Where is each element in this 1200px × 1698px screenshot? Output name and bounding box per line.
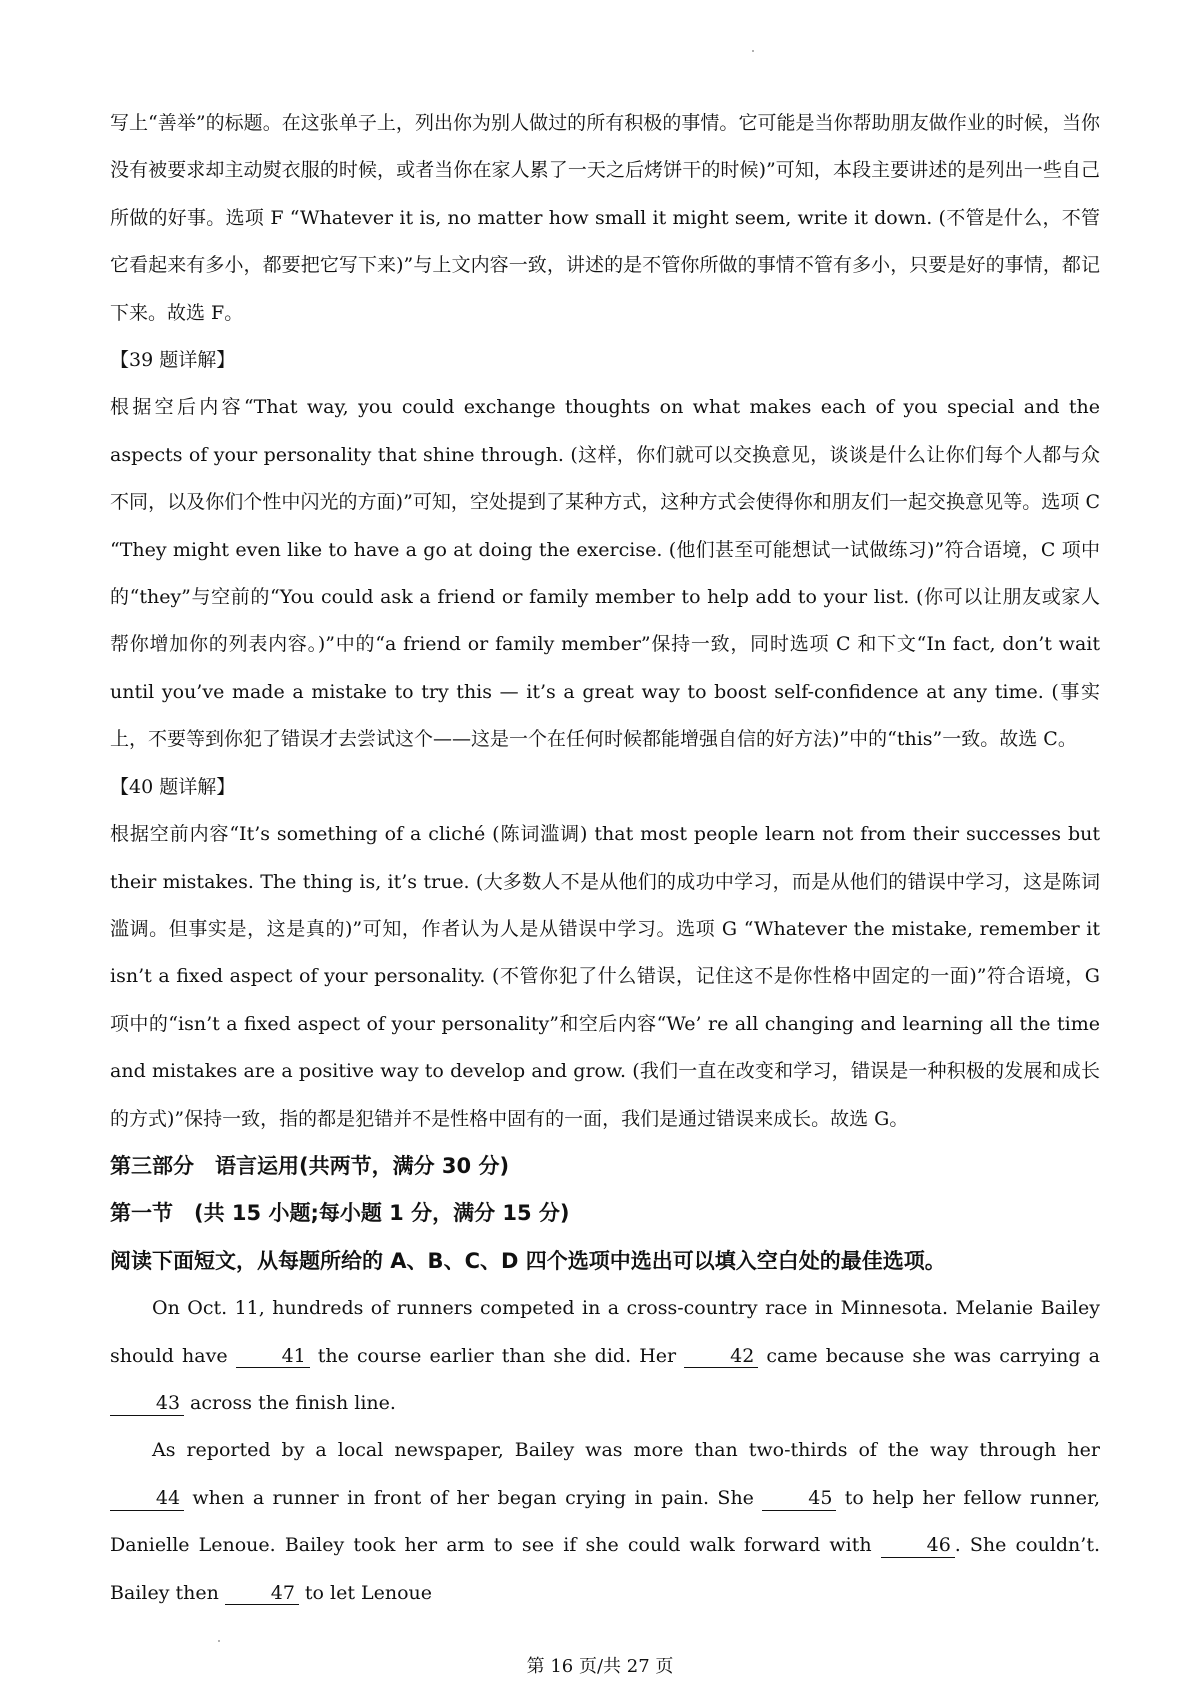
blank-47: 47 xyxy=(225,1583,299,1606)
q40-explanation: 根据空前内容“It’s something of a cliché (陈词滥调) that most people learn not from their successes but their mistakes. The thing is, it’s true. (大多数人不是从他们的成功中学习，而是从他们的错误中学习，这是陈词滥调。但事实是，这是真的)”可知，作者认为人是从错误中学习。选项 G “Whatever the mistake, remember it isn’t a fixed aspect of your personality. (不管你犯了什么错误，记住这不是你性格中固定的一面)”符合语境，G 项中的“isn’t a fixed aspect of your personality”和空后内容“We’ re all changing and learning all the time and mistakes are a positive way to develop and grow. (我们一直在改变和学习，错误是一种积极的发展和成长的方式)”保持一致，指的都是犯错并不是性格中固有的一面，我们是通过错误来成长。故选 G。 xyxy=(110,823,1100,1130)
cloze-text: On Oct. 11, hundreds of runners competed in a cross-country race in Minnesota. Melanie Bailey should have xyxy=(110,1297,1100,1367)
q39-heading: 【39 题详解】 xyxy=(110,349,236,372)
blank-43: 43 xyxy=(110,1393,184,1416)
scan-speck xyxy=(218,1640,220,1642)
cloze-text: when a runner in front of her began crying in pain. She xyxy=(184,1486,763,1509)
explanation-38-tail: 写上“善举”的标题。在这张单子上，列出你为别人做过的所有积极的事情。它可能是当你帮助朋友做作业的时候，当你没有被要求却主动熨衣服的时候，或者当你在家人累了一天之后烤饼干的时候)”可知，本段主要讲述的是列出一些自己所做的好事。选项 F “Whatever it is, no matter how small it might seem, write it down. (不管是什么，不管它看起来有多小，都要把它写下来)”与上文内容一致，讲述的是不管你所做的事情不管有多小，只要是好的事情，都记下来。故选 F。 xyxy=(110,112,1100,324)
cloze-text: to let Lenoue xyxy=(298,1581,433,1604)
cloze-paragraph-2 xyxy=(110,1427,1100,1617)
scan-speck xyxy=(752,50,754,52)
blank-41: 41 xyxy=(236,1346,310,1369)
part3-heading: 第三部分 语言运用(共两节，满分 30 分) xyxy=(110,1153,510,1178)
blank-45: 45 xyxy=(762,1488,836,1511)
blank-46: 46 xyxy=(881,1535,955,1558)
cloze-text: to help her fellow runner, Danielle Lenoue. Bailey took her arm to see if she could walk forward with xyxy=(110,1486,1101,1557)
cloze-text: came because she was carrying a xyxy=(758,1344,1100,1367)
blank-42: 42 xyxy=(684,1346,758,1369)
section1-heading: 第一节 (共 15 小题;每小题 1 分，满分 15 分) xyxy=(110,1201,570,1226)
page-footer: 第 16 页/共 27 页 xyxy=(526,1656,674,1677)
cloze-paragraph-1 xyxy=(110,1285,1100,1427)
blank-44: 44 xyxy=(110,1488,184,1511)
cloze-text: As reported by a local newspaper, Bailey was more than two-thirds of the way through her xyxy=(152,1439,1100,1462)
page-content xyxy=(110,100,1100,1617)
cloze-text: . She couldn’t. Bailey then xyxy=(110,1534,1101,1604)
q40-heading: 【40 题详解】 xyxy=(110,775,236,798)
cloze-text: across the finish line. xyxy=(184,1391,396,1414)
q39-explanation: 根据空后内容“That way, you could exchange thoughts on what makes each of you special and the aspects of your personality that shine through. (这样，你们就可以交换意见，谈谈是什么让你们每个人都与众不同，以及你们个性中闪光的方面)”可知，空处提到了某种方式，这种方式会使得你和朋友们一起交换意见等。选项 C “They might even like to have a go at doing the exercise. (他们甚至可能想试一试做练习)”符合语境，C 项中的“they”与空前的“You could ask a friend or family member to help add to your list. (你可以让朋友或家人帮你增加你的列表内容。)”中的“a friend or family member”保持一致，同时选项 C 和下文“In fact, don’t wait until you’ve made a mistake to try this — it’s a great way to boost self-confidence at any time. (事实上，不要等到你犯了错误才去尝试这个——这是一个在任何时候都能增强自信的好方法)”中的“this”一致。故选 C。 xyxy=(110,396,1100,751)
cloze-instruction: 阅读下面短文，从每题所给的 A、B、C、D 四个选项中选出可以填入空白处的最佳选项。 xyxy=(110,1248,946,1273)
cloze-text: the course earlier than she did. Her xyxy=(309,1344,685,1367)
